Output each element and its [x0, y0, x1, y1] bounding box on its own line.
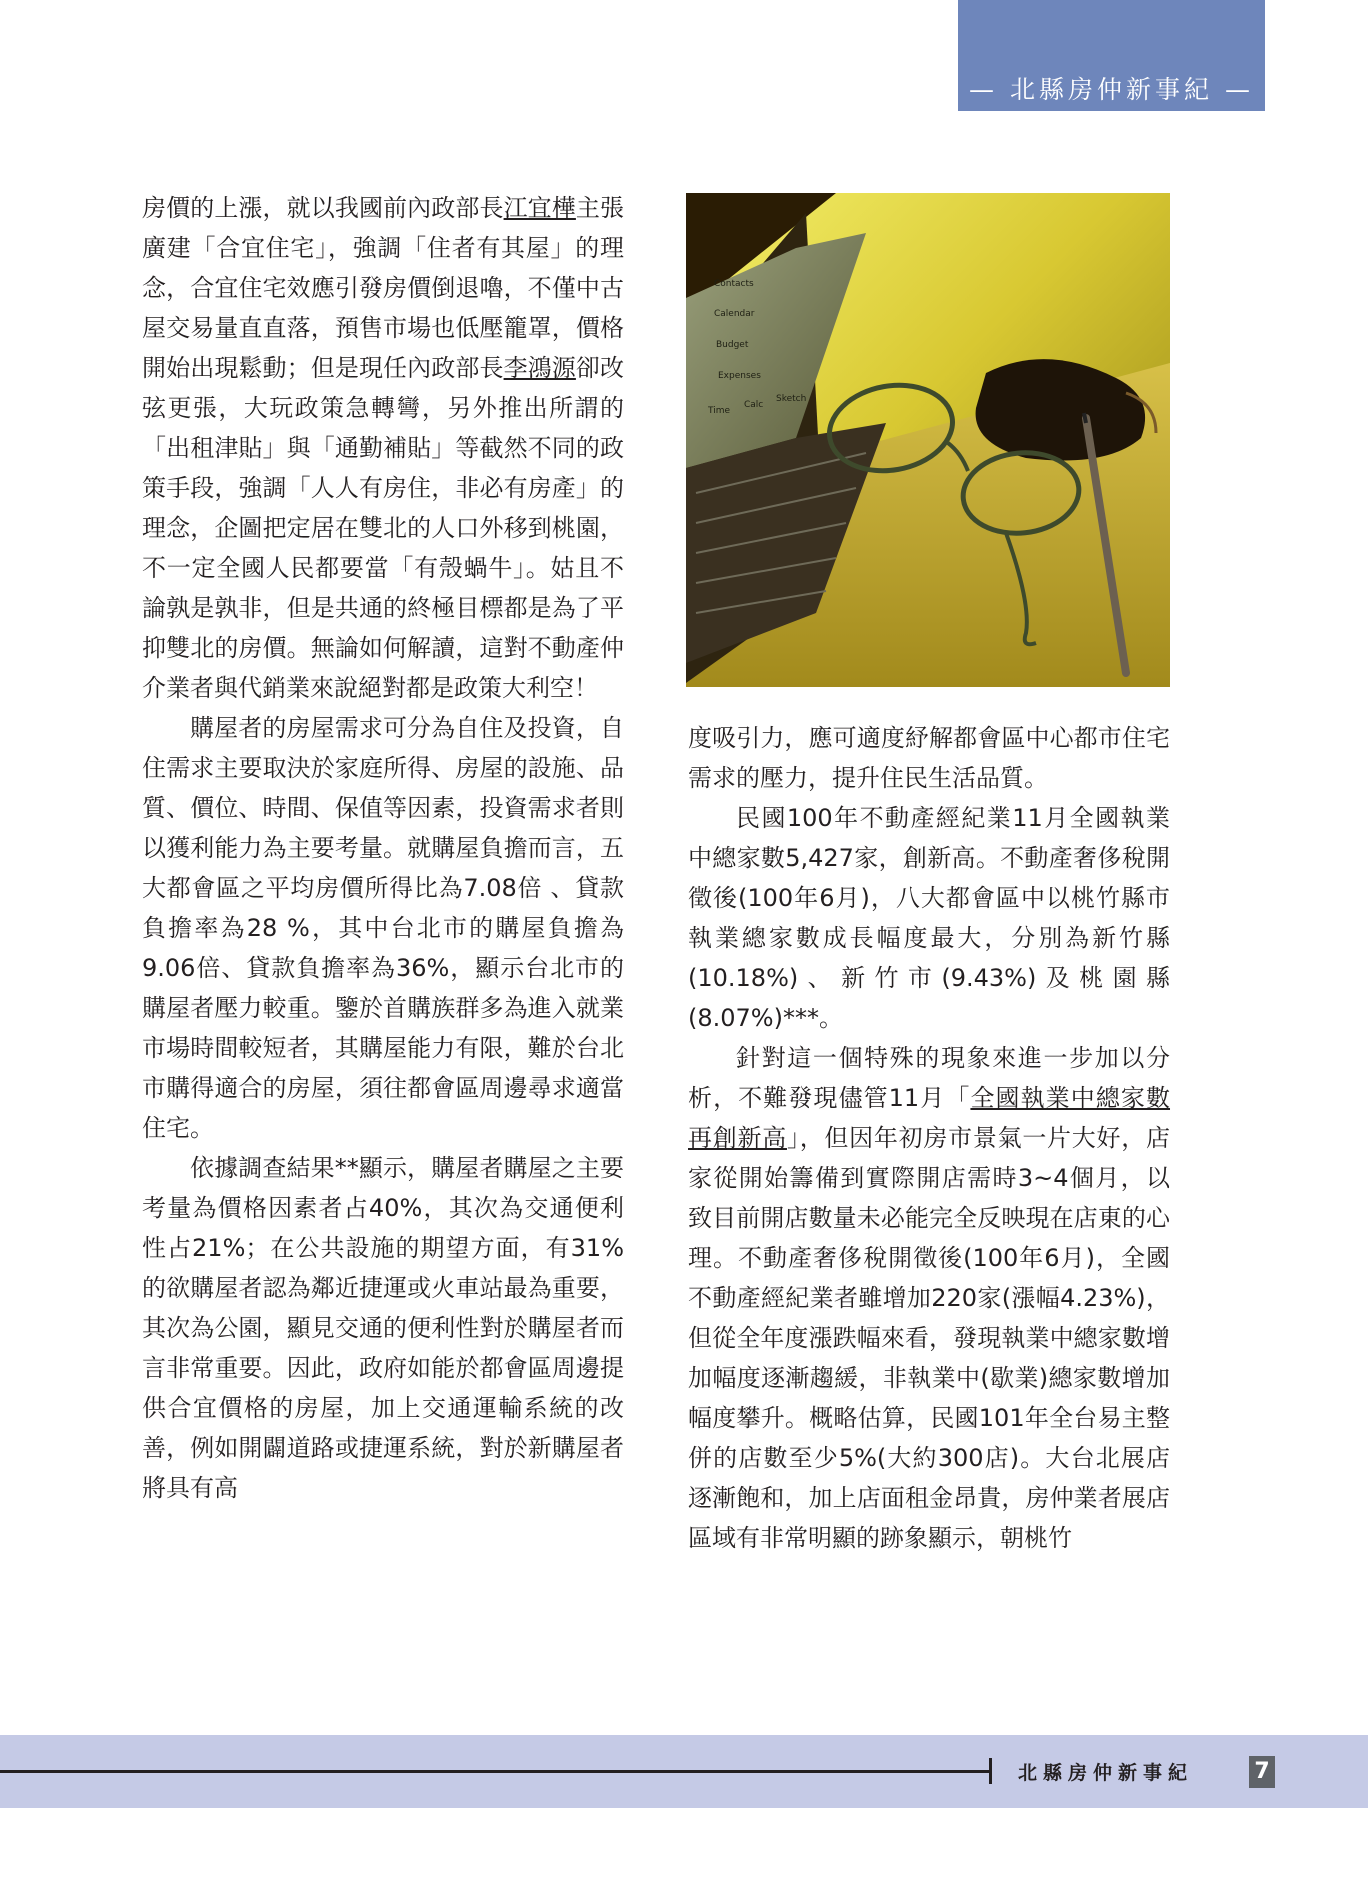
- underlined-name: 江宜樺: [503, 194, 576, 222]
- paragraph-text: 度吸引力，應可適度紓解都會區中心都市住宅需求的壓力，提升住民生活品質。: [688, 724, 1170, 792]
- paragraph-text: 房價的上漲，就以我國前內政部長: [142, 194, 504, 222]
- paragraph-text: 依據調查結果**顯示，購屋者購屋之主要考量為價格因素者占40%，其次為交通便利性占21%；在公共設施的期望方面，有31%的欲購屋者認為鄰近捷運或火車站最為重要，其次為公園，顯見交通的便利性對於購屋者而言非常重要。因此，政府如能於都會區周邊提供合宜價格的房屋，加上交通運輸系統的改善，例如開闢道路或捷運系統，對於新購屋者將具有高: [142, 1154, 624, 1502]
- paragraph-text: 主張廣建「合宜住宅」，強調「住者有其屋」的理念，合宜住宅效應引發房價倒退嚕，不僅中古屋交易量直直落，預售市場也低壓籠罩，價格開始出現鬆動；但是現任內政部長: [142, 194, 625, 382]
- paragraph: [142, 188, 624, 708]
- screen-label-calendar: Calendar: [714, 309, 755, 319]
- header-tab: [958, 0, 1265, 111]
- screen-label-time: Time: [708, 406, 731, 416]
- screen-label-expenses: Expenses: [718, 371, 761, 381]
- pen-tip: [1084, 413, 1086, 423]
- header-title: — 北縣房仲新事紀 —: [969, 75, 1254, 104]
- screen-label-sketch: Sketch: [776, 394, 807, 404]
- underlined-name: 全國執業中總家數再創新高: [688, 1084, 1171, 1152]
- footer-title: 北縣房仲新事紀: [1018, 1762, 1194, 1784]
- paragraph-text: 民國100年不動產經紀業11月全國執業中總家數5,427家，創新高。不動產奢侈稅開徵後(100年6月)，八大都會區中以桃竹縣市執業總家數成長幅度最大，分別為新竹縣(10.18%)、新竹市(9.43%)及桃園縣(8.07%)***。: [688, 804, 1170, 1032]
- paragraph-text: 」，但因年初房市景氣一片大好，店家從開始籌備到實際開店需時3~4個月，以致目前開店數量未必能完全反映現在店東的心理。不動產奢侈稅開徵後(100年6月)，全國不動產經紀業者雖增加220家(漲幅4.23%)，但從全年度漲跌幅來看，發現執業中總家數增加幅度逐漸趨緩，非執業中(歇業)總家數增加幅度攀升。概略估算，民國101年全台易主整併的店數至少5%(大約300店)。大台北展店逐漸飽和，加上店面租金昂貴，房仲業者展店區域有非常明顯的跡象顯示，朝桃竹: [688, 1124, 1171, 1552]
- paragraph: [688, 798, 1170, 1038]
- right-column: [688, 718, 1170, 1558]
- left-column: [142, 188, 624, 1508]
- paragraph: [142, 708, 624, 1148]
- paragraph: [688, 718, 1170, 798]
- screen-label-calc: Calc: [744, 400, 764, 410]
- page-number: 7: [1249, 1756, 1275, 1788]
- screen-label-budget: Budget: [716, 340, 749, 350]
- paragraph-text: 針對這一個特殊的現象來進一步加以分析，不難發現儘管11月「: [688, 1044, 1170, 1112]
- underlined-name: 李鴻源: [503, 354, 576, 382]
- paragraph: [142, 1148, 624, 1508]
- footer-rule: [0, 1770, 990, 1773]
- footer-rule-end-tick: [989, 1758, 992, 1784]
- screen-label-contacts: Contacts: [714, 279, 754, 289]
- paragraph-text: 卻改弦更張，大玩政策急轉彎，另外推出所謂的「出租津貼」與「通勤補貼」等截然不同的政策手段，強調「人人有房住，非必有房產」的理念，企圖把定居在雙北的人口外移到桃園，不一定全國人民都要當「有殼蝸牛」。姑且不論孰是孰非，但是共通的終極目標都是為了平抑雙北的房價。無論如何解讀，這對不動產仲介業者與代銷業來說絕對都是政策大利空！: [142, 354, 625, 702]
- paragraph: [688, 1038, 1170, 1558]
- paragraph-text: 購屋者的房屋需求可分為自住及投資，自住需求主要取決於家庭所得、房屋的設施、品質、價位、時間、保值等因素，投資需求者則以獲利能力為主要考量。就購屋負擔而言，五大都會區之平均房價所得比為7.08倍 、貸款負擔率為28 %，其中台北市的購屋負擔為9.06倍、貸款負擔率為36%，顯示台北市的購屋者壓力較重。鑒於首購族群多為進入就業市場時間較短者，其購屋能力有限，難於台北市購得適合的房屋，須往都會區周邊尋求適當住宅。: [142, 714, 624, 1142]
- photo-laptop-glasses-pen: [686, 193, 1170, 687]
